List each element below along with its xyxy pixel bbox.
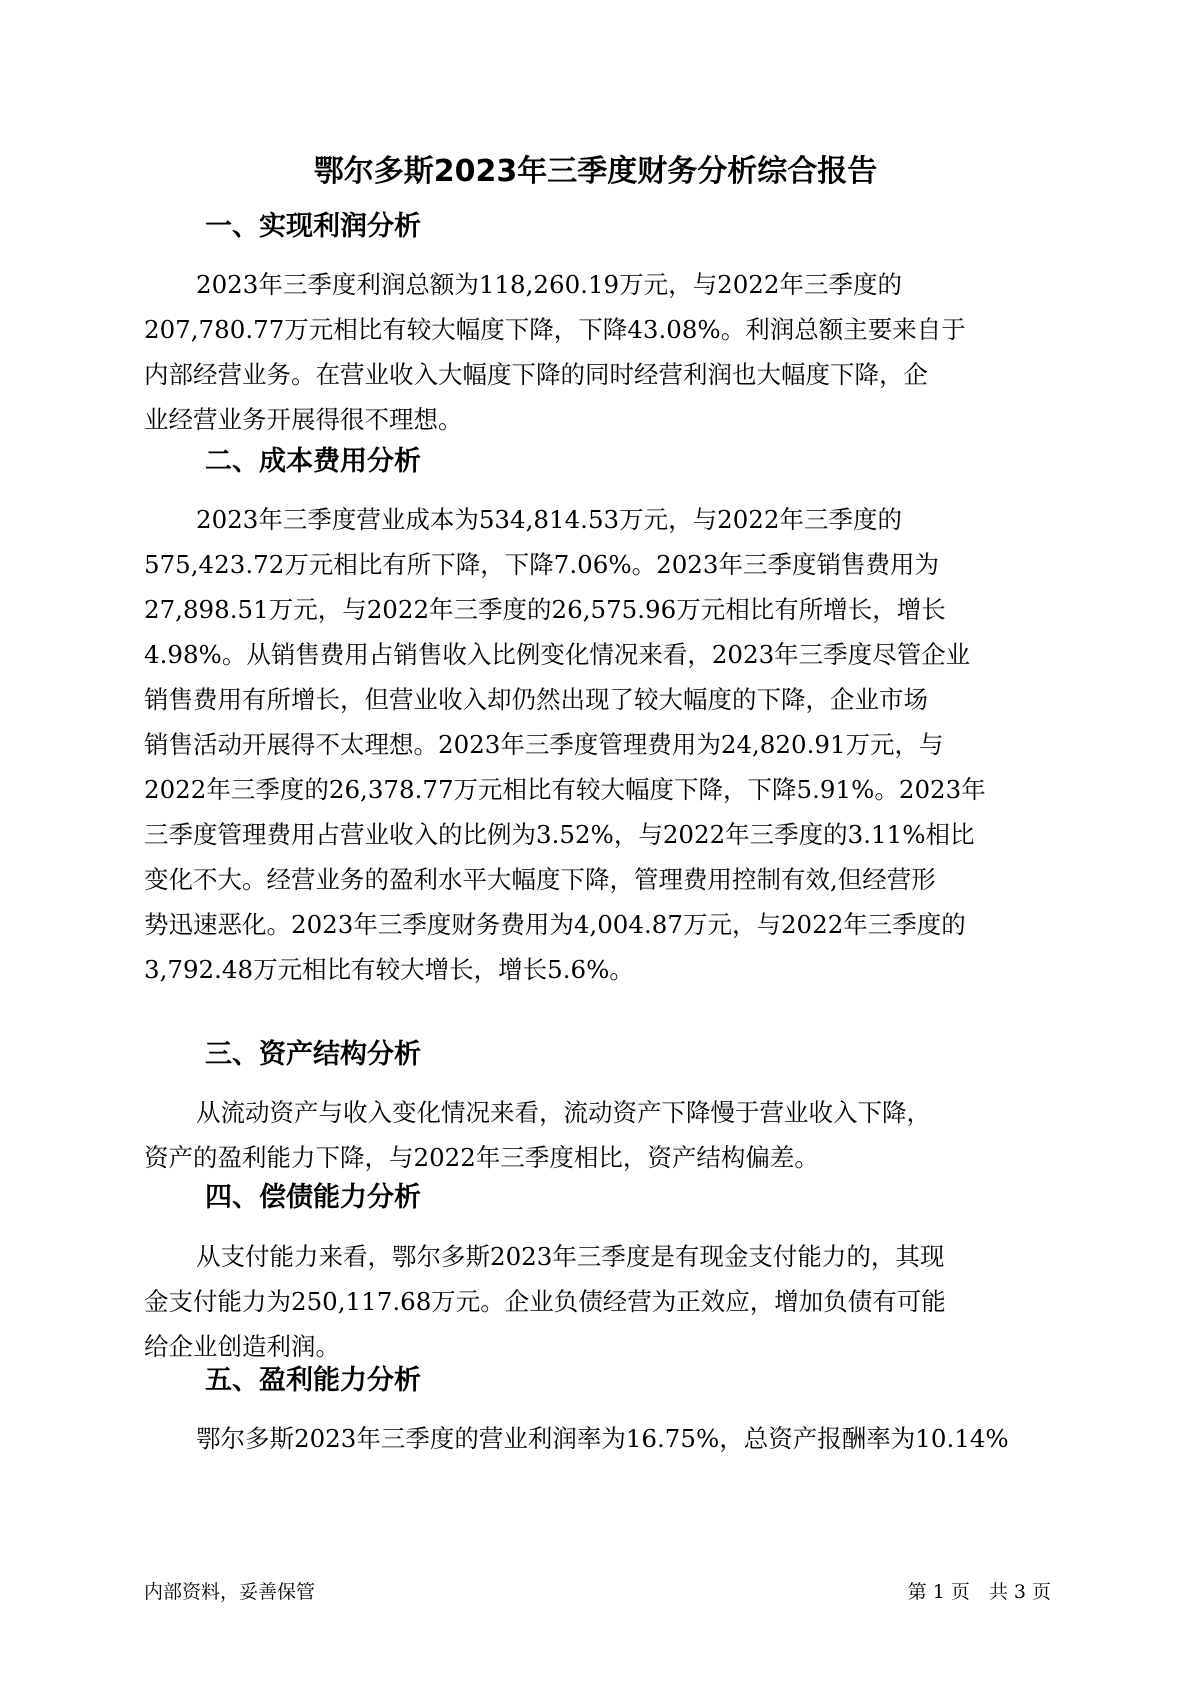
paragraph-line: 575,423.72万元相比有所下降，下降7.06%。2023年三季度销售费用为 — [144, 550, 939, 579]
paragraph-line: 三季度管理费用占营业收入的比例为3.52%，与2022年三季度的3.11%相比 — [144, 820, 975, 849]
paragraph-line: 从支付能力来看，鄂尔多斯2023年三季度是有现金支付能力的，其现 — [196, 1242, 945, 1271]
section-heading-assets: 三、资产结构分析 — [205, 1039, 421, 1070]
paragraph-line: 业经营业务开展得很不理想。 — [144, 405, 463, 434]
section-body-profitability — [144, 1416, 1064, 1461]
paragraph-line: 3,792.48万元相比有较大增长，增长5.6%。 — [144, 955, 634, 984]
paragraph-line: 销售活动开展得不太理想。2023年三季度管理费用为24,820.91万元，与 — [144, 730, 944, 759]
footer-confidential-note: 内部资料，妥善保管 — [144, 1581, 316, 1603]
section-heading-cost: 二、成本费用分析 — [205, 446, 421, 477]
paragraph-line: 内部经营业务。在营业收入大幅度下降的同时经营利润也大幅度下降，企 — [144, 360, 928, 389]
section-heading-profit: 一、实现利润分析 — [205, 211, 421, 242]
paragraph-line: 27,898.51万元，与2022年三季度的26,575.96万元相比有所增长，增长 — [144, 595, 946, 624]
paragraph-line: 207,780.77万元相比有较大幅度下降，下降43.08%。利润总额主要来自于 — [144, 315, 966, 344]
paragraph-line: 势迅速恶化。2023年三季度财务费用为4,004.87万元，与2022年三季度的 — [144, 910, 966, 939]
paragraph-line: 从流动资产与收入变化情况来看，流动资产下降慢于营业收入下降， — [196, 1098, 931, 1127]
footer-page-number: 第 1 页 共 3 页 — [907, 1581, 1051, 1603]
section-body-solvency — [144, 1234, 1064, 1369]
section-heading-solvency: 四、偿债能力分析 — [205, 1182, 421, 1213]
paragraph-line: 给企业创造利润。 — [144, 1332, 340, 1361]
paragraph-line: 资产的盈利能力下降，与2022年三季度相比，资产结构偏差。 — [144, 1143, 819, 1172]
paragraph-line: 2023年三季度营业成本为534,814.53万元，与2022年三季度的 — [196, 505, 902, 534]
paragraph-line: 销售费用有所增长，但营业收入却仍然出现了较大幅度的下降，企业市场 — [144, 685, 928, 714]
paragraph-line: 鄂尔多斯2023年三季度的营业利润率为16.75%，总资产报酬率为10.14% — [196, 1424, 1009, 1453]
section-body-assets — [144, 1090, 1064, 1180]
paragraph-line: 变化不大。经营业务的盈利水平大幅度下降，管理费用控制有效,但经营形 — [144, 865, 936, 894]
paragraph-line: 2023年三季度利润总额为118,260.19万元，与2022年三季度的 — [196, 270, 902, 299]
paragraph-line: 金支付能力为250,117.68万元。企业负债经营为正效应，增加负债有可能 — [144, 1287, 946, 1316]
section-body-profit — [144, 262, 1064, 442]
section-body-cost — [144, 497, 1064, 992]
paragraph-line: 4.98%。从销售费用占销售收入比例变化情况来看，2023年三季度尽管企业 — [144, 640, 971, 669]
section-heading-profitability: 五、盈利能力分析 — [205, 1365, 421, 1396]
page-title: 鄂尔多斯2023年三季度财务分析综合报告 — [313, 154, 878, 189]
paragraph-line: 2022年三季度的26,378.77万元相比有较大幅度下降，下降5.91%。2023年 — [144, 775, 986, 804]
